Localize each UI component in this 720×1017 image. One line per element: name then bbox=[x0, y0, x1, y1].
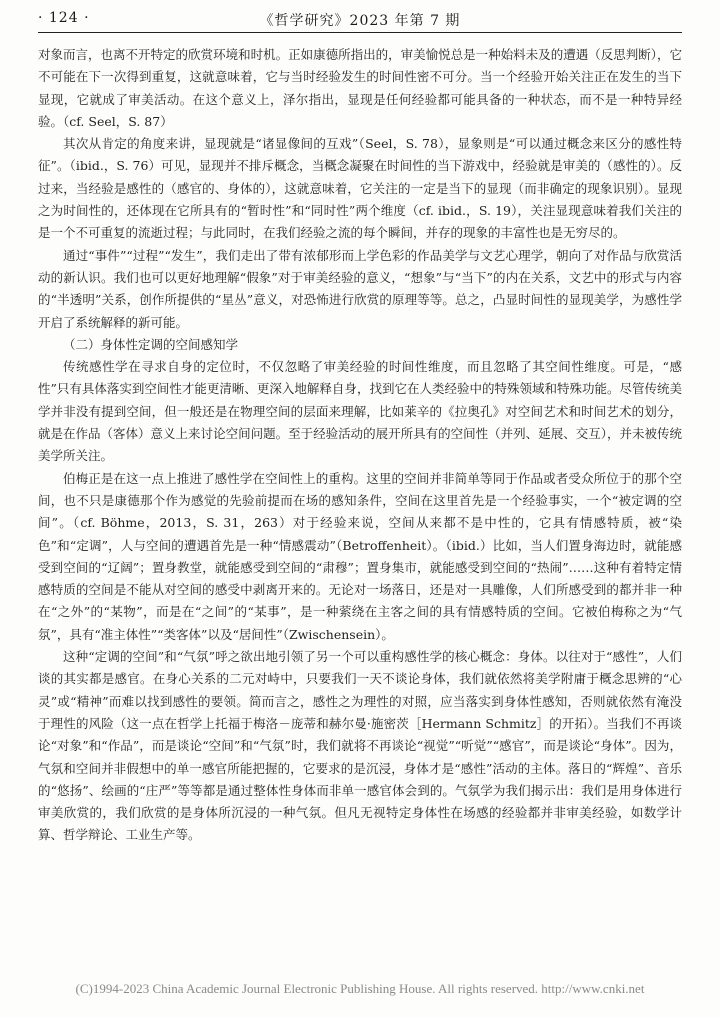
journal-title: 《哲学研究》2023 年第 7 期 bbox=[259, 13, 461, 29]
page-number: · 124 · bbox=[38, 10, 90, 26]
header-rule bbox=[38, 32, 682, 33]
copyright-footer: (C)1994-2023 China Academic Journal Electronic Publishing House. All rights reserved. http://www.cnki.net bbox=[75, 981, 645, 996]
paragraph: 其次从肯定的角度来讲，显现就是“诸显像间的互戏”（Seel，S. 78），显象则是“可以通过概念来区分的感性特征”。（ibid.，S. 76）可见，显现并不排斥概念，当概念凝聚在时间性的当下游戏中，经验就是审美的（感性的）。反过来，当经验是感性的（感官的、身体的），这就意味着，它关注的一定是当下的显现（而非确定的现象识别）。显现之为时间性的，还体现在它所具有的“暂时性”和“同时性”两个维度（cf. ibid.，S. 19），关注显现意味着我们关注的是一个不可重复的流逝过程；与此同时，在我们经验之流的每个瞬间，并存的现象的丰富性也是无穷尽的。 bbox=[38, 136, 682, 241]
paragraph: 伯梅正是在这一点上推进了感性学在空间性上的重构。这里的空间并非简单等同于作品或者受众所位于的那个空间，也不只是康德那个作为感觉的先验前提而在场的感知条件，空间在这里首先是一个经验事实，一个“被定调的空间”。（cf. Böhme，2013，S. 31，263）对于经验来说，空间从来都不是中性的，它具有情感特质，被“染色”和“定调”，人与空间的遭遇首先是一种“情感震动”（Betroffenheit）。（ibid.）比如，当人们置身海边时，就能感受到空间的“辽阔”；置身教堂，就能感受到空间的“肃穆”；置身集市，就能感受到空间的“热闹”……这种有着特定情感特质的空间是不能从对空间的感受中剥离开来的。无论对一场落日，还是对一具雕像，人们所感受到的都并非一种在“之外”的“某物”，而是在“之间”的“某事”，是一种萦绕在主客之间的具有情感特质的空间。它被伯梅称之为“气氛”，具有“准主体性”“类客体”以及“居间性”（Zwischensein）。 bbox=[38, 470, 682, 642]
paragraph: 通过“事件”“过程”“发生”，我们走出了带有浓郁形而上学色彩的作品美学与文艺心理学，朝向了对作品与欣赏活动的新认识。我们也可以更好地理解“假象”对于审美经验的意义，“想象”与“当下”的内在关系，文艺中的形式与内容的“半透明”关系，创作所提供的“星丛”意义，对恐怖进行欣赏的原理等等。总之，凸显时间性的显现美学，为感性学开启了系统解释的新可能。 bbox=[38, 247, 682, 330]
article-body bbox=[38, 44, 682, 847]
section-heading: （二）身体性定调的空间感知学 bbox=[63, 336, 239, 352]
paragraph: 传统感性学在寻求自身的定位时，不仅忽略了审美经验的时间性维度，而且忽略了其空间性维度。可是，“感性”只有具体落实到空间性才能更清晰、更深入地解释自身，找到它在人类经验中的特殊领域和特殊功能。尽管传统美学并非没有提到空间，但一般还是在物理空间的层面来理解，比如莱辛的《拉奥孔》对空间艺术和时间艺术的划分，就是在作品（客体）意义上来讨论空间问题。至于经验活动的展开所具有的空间性（并列、延展、交互），并未被传统美学所关注。 bbox=[38, 359, 682, 464]
running-header bbox=[38, 8, 682, 32]
paragraph-continued: 对象而言，也离不开特定的欣赏环境和时机。正如康德所指出的，审美愉悦总是一种始料未及的遭遇（反思判断），它不可能在下一次得到重复，这就意味着，它与当时经验发生的时间性密不可分。当一个经验开始关注正在发生的当下显现，它就成了审美活动。在这个意义上，泽尔指出，显现是任何经验都可能具备的一种状态，而不是一种特异经验。（cf. Seel，S. 87） bbox=[38, 47, 682, 129]
paragraph: 这种“定调的空间”和“气氛”呼之欲出地引领了另一个可以重构感性学的核心概念：身体。以往对于“感性”，人们谈的其实都是感官。在身心关系的二元对峙中，只要我们一天不谈论身体，我们就依然将美学附庸于概念思辨的“心灵”或“精神”而难以找到感性的要领。简而言之，感性之为理性的对照，应当落实到身体性感知，否则就依然有淹没于理性的风险（这一点在哲学上托福于梅洛－庞蒂和赫尔曼·施密茨［Hermann Schmitz］的开拓）。当我们不再谈论“对象”和“作品”，而是谈论“空间”和“气氛”时，我们就将不再谈论“视觉”“听觉”“感官”，而是谈论“身体”。因为，气氛和空间并非假想中的单一感官所能把握的，它要求的是沉浸，身体才是“感性”活动的主体。落日的“辉煌”、音乐的“悠扬”、绘画的“庄严”等等都是通过整体性身体而非单一感官体会到的。气氛学为我们揭示出：我们是用身体进行审美欣赏的，我们欣赏的是身体所沉浸的一种气氛。但凡无视特定身体性在场感的经验都并非审美经验，如数学计算、哲学辩论、工业生产等。 bbox=[38, 649, 682, 843]
